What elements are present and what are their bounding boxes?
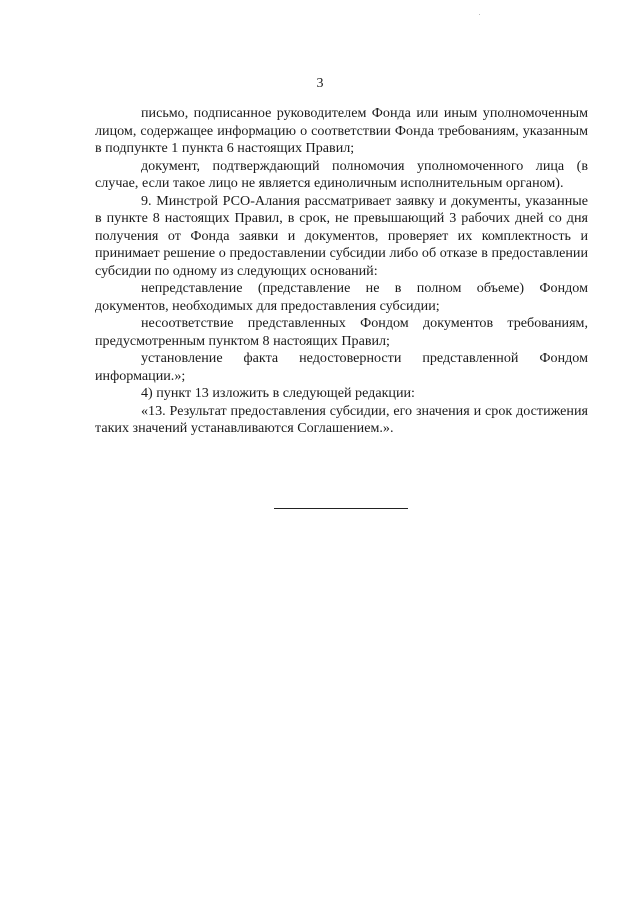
scan-speck [479,14,480,15]
paragraph-signed-letter: письмо, подписанное руководителем Фонда или иным уполномоченным лицом, содержащее информацию о соответствии Фонда требованиям, указанным в подпункте 1 пункта 6 настоящих Правил; [95,105,588,156]
page-number: 3 [316,76,324,91]
paragraph-item-9: 9. Минстрой РСО-Алания рассматривает заявку и документы, указанные в пункте 8 настоящих Правил, в срок, не превышающий 3 рабочих дней со дня получения от Фонда заявки и документов, проверяет их комплектность и принимает решение о предоставлении субсидии либо об отказе в предоставлении субсидии по одному из следующих оснований: [95,192,588,279]
paragraph-amend-item-13: 4) пункт 13 изложить в следующей редакции: [141,385,415,401]
paragraph-non-submission: непредставление (представление не в полном объеме) Фондом документов, необходимых для предоставления субсидии; [95,280,588,314]
paragraph-non-compliance: несоответствие представленных Фондом документов требованиям, предусмотренным пунктом 8 настоящих Правил; [95,315,588,349]
paragraph-authority-document: документ, подтверждающий полномочия уполномоченного лица (в случае, если такое лицо не является единоличным исполнительным органом). [95,157,588,191]
end-separator-line [274,508,408,509]
paragraph-item-13: «13. Результат предоставления субсидии, его значения и срок достижения таких значений устанавливаются Соглашением.». [95,402,588,436]
paragraph-unreliable-info: установление факта недостоверности представленной Фондом информации.»; [95,350,588,384]
body-text [95,105,588,438]
